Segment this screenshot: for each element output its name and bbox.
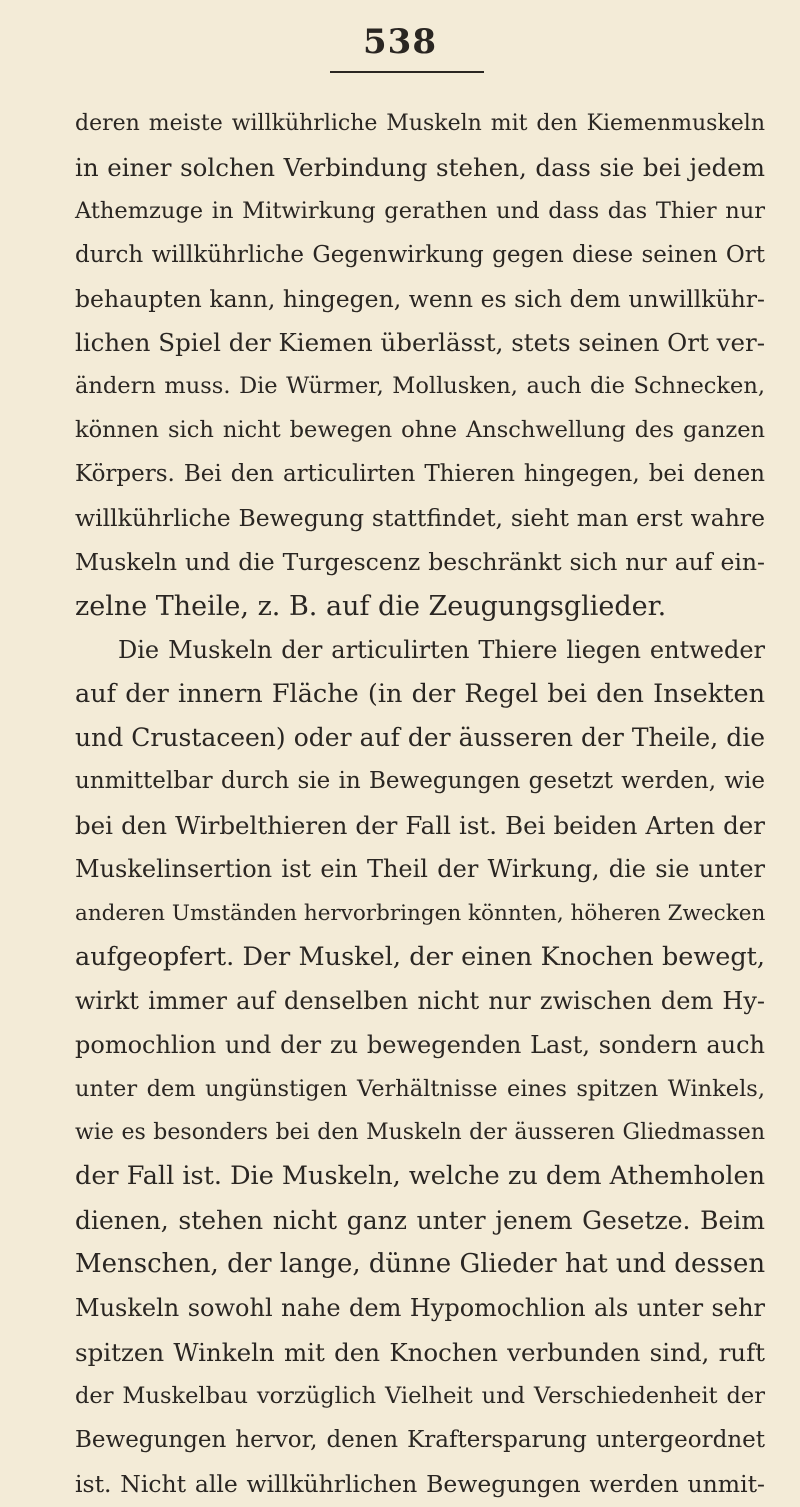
- text-line: Muskeln sowohl nahe dem Hypomochlion als unter sehr: [75, 1294, 765, 1323]
- text-line: aufgeopfert. Der Muskel, der einen Knochen bewegt,: [75, 941, 765, 972]
- text-line: in einer solchen Verbindung stehen, dass sie bei jedem: [75, 152, 765, 182]
- text-line: zelne Theile, z. B. auf die Zeugungsglieder.: [75, 590, 667, 622]
- text-line: willkührliche Bewegung stattfindet, sieht man erst wahre: [75, 504, 765, 533]
- text-line: unmittelbar durch sie in Bewegungen gesetzt werden, wie: [75, 768, 765, 795]
- text-line: unter dem ungünstigen Verhältnisse eines spitzen Winkels,: [75, 1075, 765, 1102]
- page-number: 538: [363, 22, 437, 62]
- text-line: Athemzuge in Mitwirkung gerathen und dass das Thier nur: [75, 197, 765, 224]
- page-number-underline: [330, 71, 484, 73]
- text-line: können sich nicht bewegen ohne Anschwellung des ganzen: [75, 417, 765, 444]
- text-line: Körpers. Bei den articulirten Thieren hingegen, bei denen: [75, 461, 765, 488]
- text-line: und Crustaceen) oder auf der äusseren der Theile, die: [75, 723, 765, 753]
- text-line: wie es besonders bei den Muskeln der äusseren Gliedmassen: [75, 1120, 765, 1146]
- text-line: Die Muskeln der articulirten Thiere liegen entweder: [118, 635, 765, 664]
- text-line: deren meiste willkührliche Muskeln mit den Kiemenmuskeln: [75, 111, 765, 136]
- text-line: ist. Nicht alle willkührlichen Bewegungen werden unmit-: [75, 1469, 765, 1498]
- text-line: lichen Spiel der Kiemen überlässt, stets seinen Ort ver-: [75, 328, 765, 358]
- text-line: der Muskelbau vorzüglich Vielheit und Verschiedenheit der: [75, 1382, 765, 1409]
- text-line: ändern muss. Die Würmer, Mollusken, auch die Schnecken,: [75, 373, 765, 400]
- body-text: [75, 102, 765, 1507]
- text-line: pomochlion und der zu bewegenden Last, sondern auch: [75, 1030, 765, 1059]
- text-line: Muskelinsertion ist ein Theil der Wirkung, die sie unter: [75, 855, 765, 884]
- text-line: Menschen, der lange, dünne Glieder hat und dessen: [75, 1249, 766, 1280]
- text-line: der Fall ist. Die Muskeln, welche zu dem Athemholen: [75, 1161, 765, 1192]
- text-line: dienen, stehen nicht ganz unter jenem Gesetze. Beim: [75, 1206, 765, 1236]
- text-line: durch willkührliche Gegenwirkung gegen diese seinen Ort: [75, 241, 765, 268]
- text-line: behaupten kann, hingegen, wenn es sich dem unwillkühr-: [75, 284, 765, 313]
- text-line: bei den Wirbelthieren der Fall ist. Bei beiden Arten der: [75, 811, 765, 841]
- text-line: anderen Umständen hervorbringen könnten, höheren Zwecken: [75, 901, 766, 927]
- text-line: Bewegungen hervor, denen Kraftersparung untergeordnet: [75, 1426, 765, 1453]
- text-line: wirkt immer auf denselben nicht nur zwischen dem Hy-: [75, 986, 765, 1015]
- text-line: spitzen Winkeln mit den Knochen verbunden sind, ruft: [75, 1337, 765, 1367]
- text-line: Muskeln und die Turgescenz beschränkt sich nur auf ein-: [75, 547, 765, 576]
- text-line: auf der innern Fläche (in der Regel bei den Insekten: [75, 678, 765, 709]
